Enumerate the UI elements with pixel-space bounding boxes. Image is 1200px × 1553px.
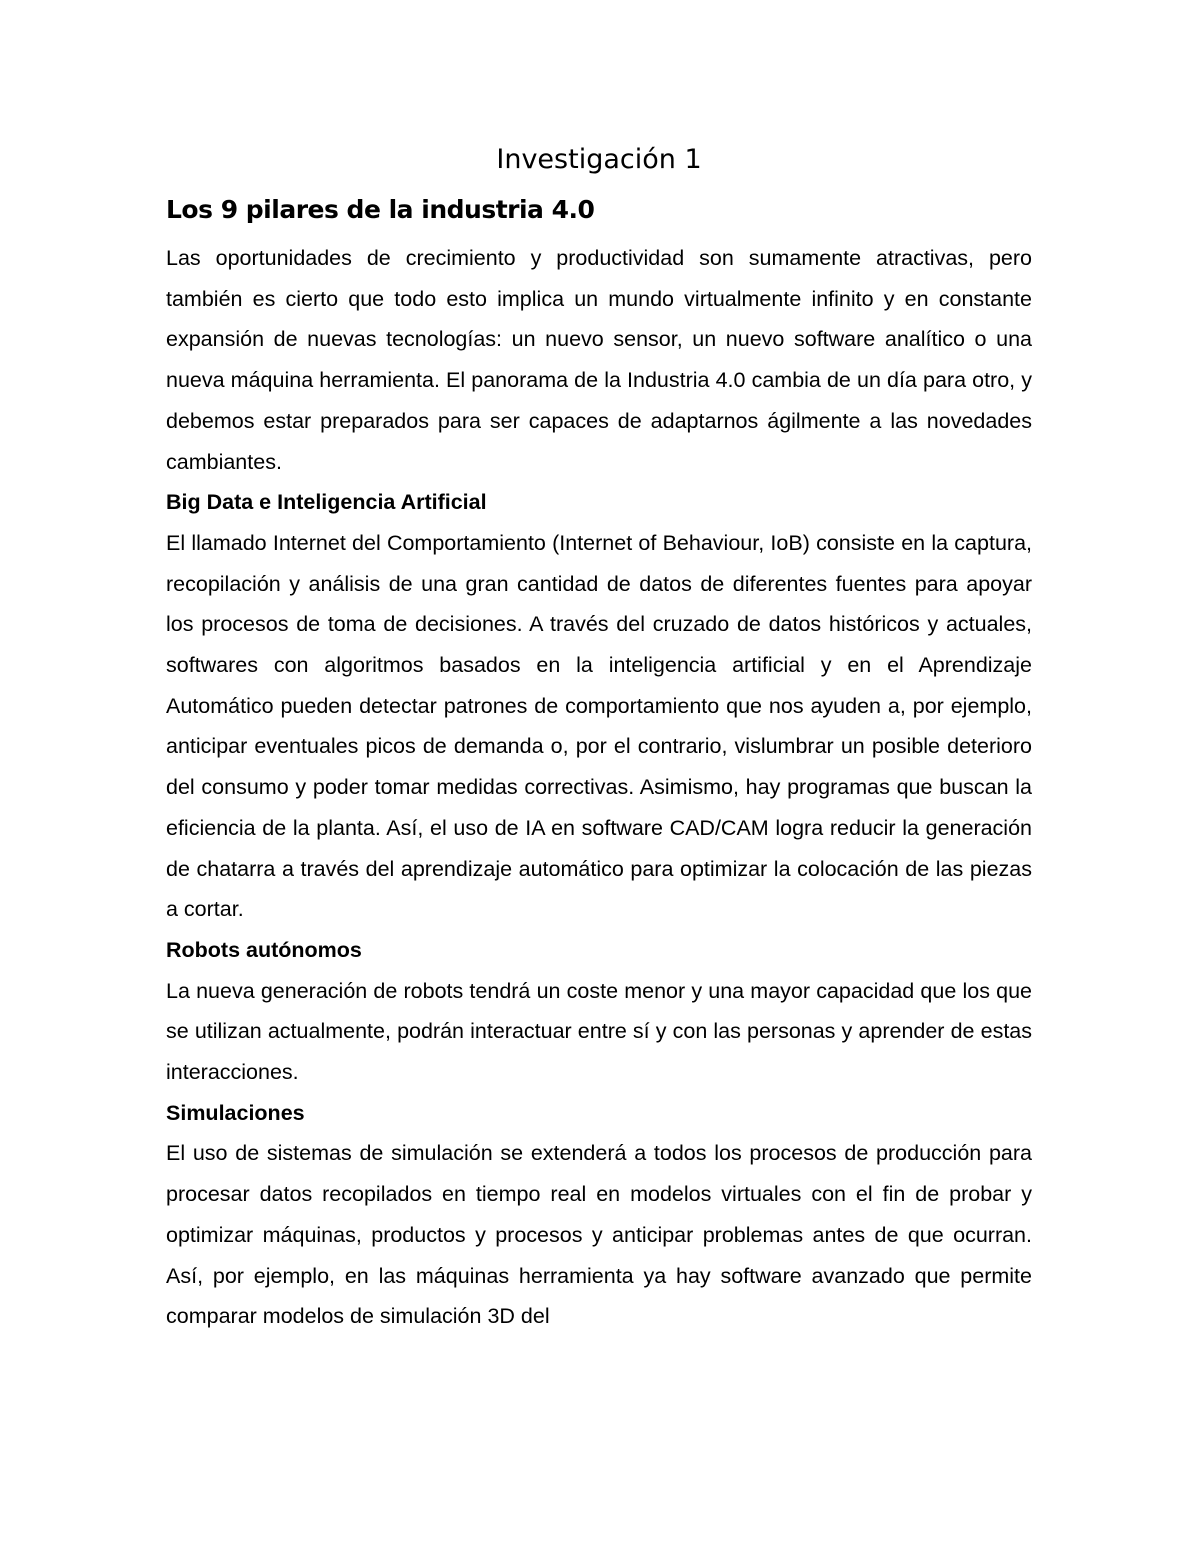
document-page (166, 130, 1032, 1337)
intro-paragraph: Las oportunidades de crecimiento y productividad son sumamente atractivas, pero también es cierto que todo esto implica un mundo virtualmente infinito y en constante expansión de nuevas tecnologías: un nuevo sensor, un nuevo software analítico o una nueva máquina herramienta. El panorama de la Industria 4.0 cambia de un día para otro, y debemos estar preparados para ser capaces de adaptarnos ágilmente a las novedades cambiantes. (166, 246, 1032, 474)
section-paragraph: El uso de sistemas de simulación se extenderá a todos los procesos de producción para procesar datos recopilados en tiempo real en modelos virtuales con el fin de probar y optimizar máquinas, productos y procesos y anticipar problemas antes de que ocurran. Así, por ejemplo, en las máquinas herramienta ya hay software avanzado que permite comparar modelos de simulación 3D del (166, 1141, 1032, 1329)
section-simulaciones (166, 1093, 1032, 1337)
section-heading: Simulaciones (166, 1100, 305, 1125)
document-subtitle: Los 9 pilares de la industria 4.0 (166, 195, 595, 224)
section-paragraph: El llamado Internet del Comportamiento (Internet of Behaviour, IoB) consiste en la captura, recopilación y análisis de una gran cantidad de datos de diferentes fuentes para apoyar los procesos de toma de decisiones. A través del cruzado de datos históricos y actuales, softwares con algoritmos basados en la inteligencia artificial y en el Aprendizaje Automático pueden detectar patrones de comportamiento que nos ayuden a, por ejemplo, anticipar eventuales picos de demanda o, por el contrario, vislumbrar un posible deterioro del consumo y poder tomar medidas correctivas. Asimismo, hay programas que buscan la eficiencia de la planta. Así, el uso de IA en software CAD/CAM logra reducir la generación de chatarra a través del aprendizaje automático para optimizar la colocación de las piezas a cortar. (166, 530, 1032, 922)
section-robots (166, 930, 1032, 1093)
section-heading: Robots autónomos (166, 937, 362, 962)
section-heading: Big Data e Inteligencia Artificial (166, 490, 487, 515)
section-paragraph: La nueva generación de robots tendrá un coste menor y una mayor capacidad que los que se utilizan actualmente, podrán interactuar entre sí y con las personas y aprender de estas interacciones. (166, 978, 1032, 1085)
section-big-data (166, 482, 1032, 930)
document-title: Investigación 1 (496, 144, 702, 175)
